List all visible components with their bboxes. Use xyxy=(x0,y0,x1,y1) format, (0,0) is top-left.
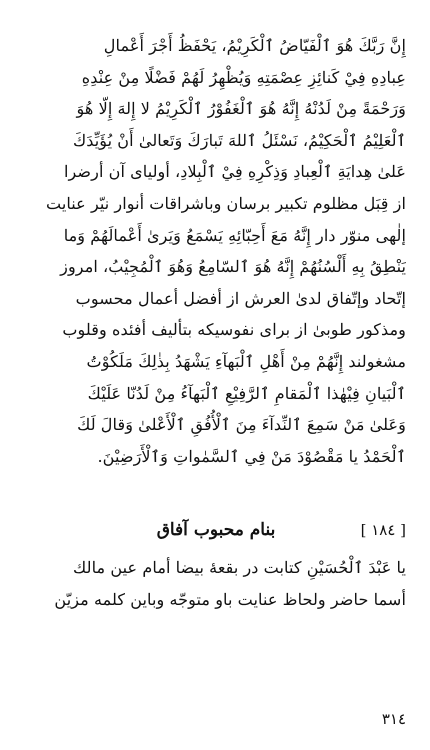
text-line: ومذكور طوبىٰ از براى نفوسيكه بتأليف أفئده وقلوب xyxy=(62,320,406,340)
text-line: إِنَّ رَبَّكَ هُوَ ٱلْفَيّاضُ ٱلْكَرِيْمُ، يَحْفَظُ أَجْرَ أَعْمالِ xyxy=(103,36,406,55)
section-title: بنام محبوب آفاق xyxy=(156,520,276,541)
paragraph-body xyxy=(26,30,406,472)
text-line: ٱلْعَلِيْمُ ٱلْحَكِيْمُ، نَسْئَلُ ٱللهَ تَبارَكَ وَتَعالىٰ أَنْ يُؤَيِّدَكَ xyxy=(72,130,406,150)
text-line: وَرَحْمَةً مِنْ لَدُنْهُ إِنَّهُ هُوَ ٱلْغَفُوْرُ ٱلْكَرِيْمُ لا إِلهَ إِلّا هُوَ xyxy=(76,99,406,119)
section-number: [ ١٨٤ ] xyxy=(360,521,406,540)
text-line: يا عَبْدَ ٱلْحُسَيْنِ كتابت در بقعهٔ بيضا أمام عين مالك xyxy=(73,558,406,578)
paragraph-body-2 xyxy=(26,552,406,615)
text-line: إلٰهى منوّر دار إِنَّهُ مَعَ أَحِبّائِهِ يَسْمَعُ وَيَرىٰ أَعْمالَهُمْ وَما xyxy=(63,225,406,245)
text-line: إتّحاد وإتّفاق لدىٰ العرش از أفضل أعمال محسوب xyxy=(75,288,406,308)
section-heading xyxy=(26,512,406,548)
text-line: ٱلْبَيانِ فِيْهٰذا ٱلْمَقامِ ٱلرَّفِيْعِ ٱلْبَهآءُ مِنْ لَدُنّا عَلَيْكَ xyxy=(87,383,406,403)
text-line: وَعَلىٰ مَنْ سَمِعَ ٱلنِّدآءَ مِنَ ٱلْأُفُقِ ٱلْأَعْلىٰ وَقالَ لَكَ xyxy=(77,415,406,435)
text-line: يَنْطِقُ بِهِ أَلْسُنُهُمْ إِنَّهُ هُوَ ٱلسّامِعُ وَهُوَ ٱلْمُجِيْبُ، امروز xyxy=(60,257,406,277)
text-line: مشغولند إِنَّهُمْ مِنْ أَهْلِ ٱلْبَهآءِ يَشْهَدُ بِذٰلِكَ مَلَكُوْتُ xyxy=(86,351,406,371)
text-line: از قِبَل مظلوم تكبير برسان وباشراقات أنوار نيّر عنايت xyxy=(45,193,406,213)
text-line: عَلىٰ هِدايَةِ ٱلْعِبادِ وَذِكْرِهِ فِيْ ٱلْبِلادِ، أولياى آن أرضرا xyxy=(63,162,406,182)
text-line: أسما حاضر ولحاظ عنايت باو متوجّه وباين كلمه مزيّن xyxy=(54,589,406,609)
page-number: ٣١٤ xyxy=(381,710,406,728)
text-line: ٱلْحَمْدُ يا مَقْصُوْدَ مَنْ فِي ٱلسَّمٰواتِ وَٱلْأَرَضِيْنَ. xyxy=(97,446,406,466)
text-line: عِبادِهِ فِيْ كَنائِزِ عِصْمَتِهِ وَيُظْهِرُ لَهُمْ فَضْلًا مِنْ عِنْدِهِ xyxy=(81,67,406,87)
